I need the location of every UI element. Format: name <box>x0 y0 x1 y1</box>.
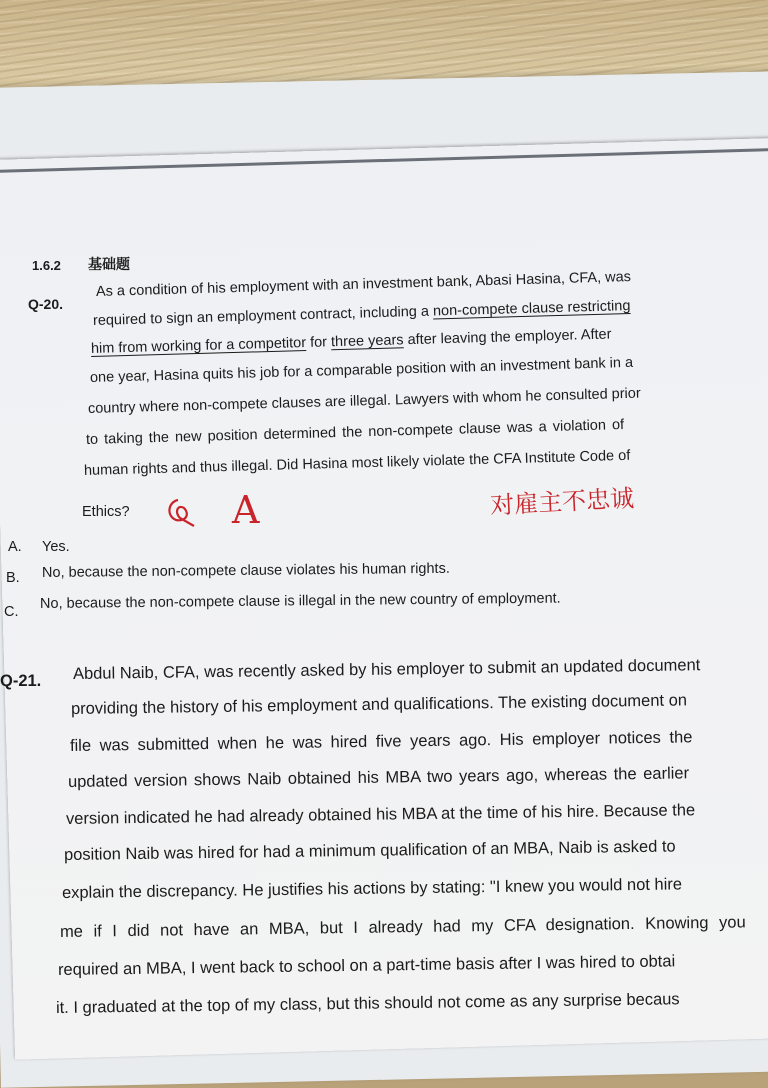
underlined-phrase-noncompete: non-compete clause restricting <box>432 297 631 320</box>
q21-line-6: position Naib was hired for had a minimum qualification of an MBA, Naib is asked to <box>63 837 676 864</box>
q21-line-3: file was submitted when he was hired five years ago. His employer notices the <box>69 728 693 755</box>
q21-line-8: me if I did not have an MBA, but I already had my CFA designation. Knowing you <box>59 913 746 941</box>
underlined-phrase-three-years: three years <box>330 332 404 351</box>
q20-line-5: country where non-compete clauses are illegal. Lawyers with whom he consulted prior <box>87 385 641 417</box>
q21-line-9: required an MBA, I went back to school on a part-time basis after I was hired to obtai <box>57 952 676 979</box>
section-number: 1.6.2 <box>32 258 61 273</box>
option-c-letter: C. <box>4 604 19 620</box>
handwritten-ampersand-icon <box>169 500 194 526</box>
q21-line-10: it. I graduated at the top of my class, but this should not come as any surprise becaus <box>55 990 680 1017</box>
q20-line-3-rest: after leaving the employer. After <box>403 326 612 349</box>
question-number-q21: Q-21. <box>0 672 42 690</box>
option-c-text: No, because the non-compete clause is illegal in the new country of employment. <box>39 590 561 612</box>
option-a-letter: A. <box>8 539 22 555</box>
q20-line-6: to taking the new position determined the non-compete clause was a violation of <box>85 416 625 448</box>
q20-line-8: Ethics? <box>82 504 130 520</box>
q21-line-1: Abdul Naib, CFA, was recently asked by his employer to submit an updated document <box>72 656 701 683</box>
q21-line-4: updated version shows Naib obtained his MBA two years ago, whereas the earlier <box>67 764 690 791</box>
option-a-text: Yes. <box>42 539 70 555</box>
handwritten-answer: A <box>232 488 260 532</box>
q21-line-5: version indicated he had already obtained his MBA at the time of his hire. Because the <box>65 801 696 828</box>
q21-line-2: providing the history of his employment and qualifications. The existing document on <box>70 691 688 718</box>
q20-line-3-for: for <box>305 334 332 351</box>
q20-line-2-text: required to sign an employment contract, including a <box>92 303 434 329</box>
handwritten-answer-mark <box>160 490 280 540</box>
q20-line-7: human rights and thus illegal. Did Hasina most likely violate the CFA Institute Code of <box>83 447 631 479</box>
underlined-phrase-competitor: him from working for a competitor <box>90 334 307 357</box>
q20-line-1: As a condition of his employment with an investment bank, Abasi Hasina, CFA, was <box>95 269 632 300</box>
section-title: 基础题 <box>88 256 130 272</box>
question-number-q20: Q-20. <box>28 296 64 312</box>
q21-line-7: explain the discrepancy. He justifies his actions by stating: "I knew you would not hire <box>61 875 683 902</box>
option-b-letter: B. <box>6 570 20 586</box>
option-b-text: No, because the non-compete clause violates his human rights. <box>41 560 450 581</box>
handwritten-note: 对雇主不忠诚 <box>489 484 635 520</box>
q20-line-4: one year, Hasina quits his job for a comparable position with an investment bank in a <box>89 354 634 386</box>
